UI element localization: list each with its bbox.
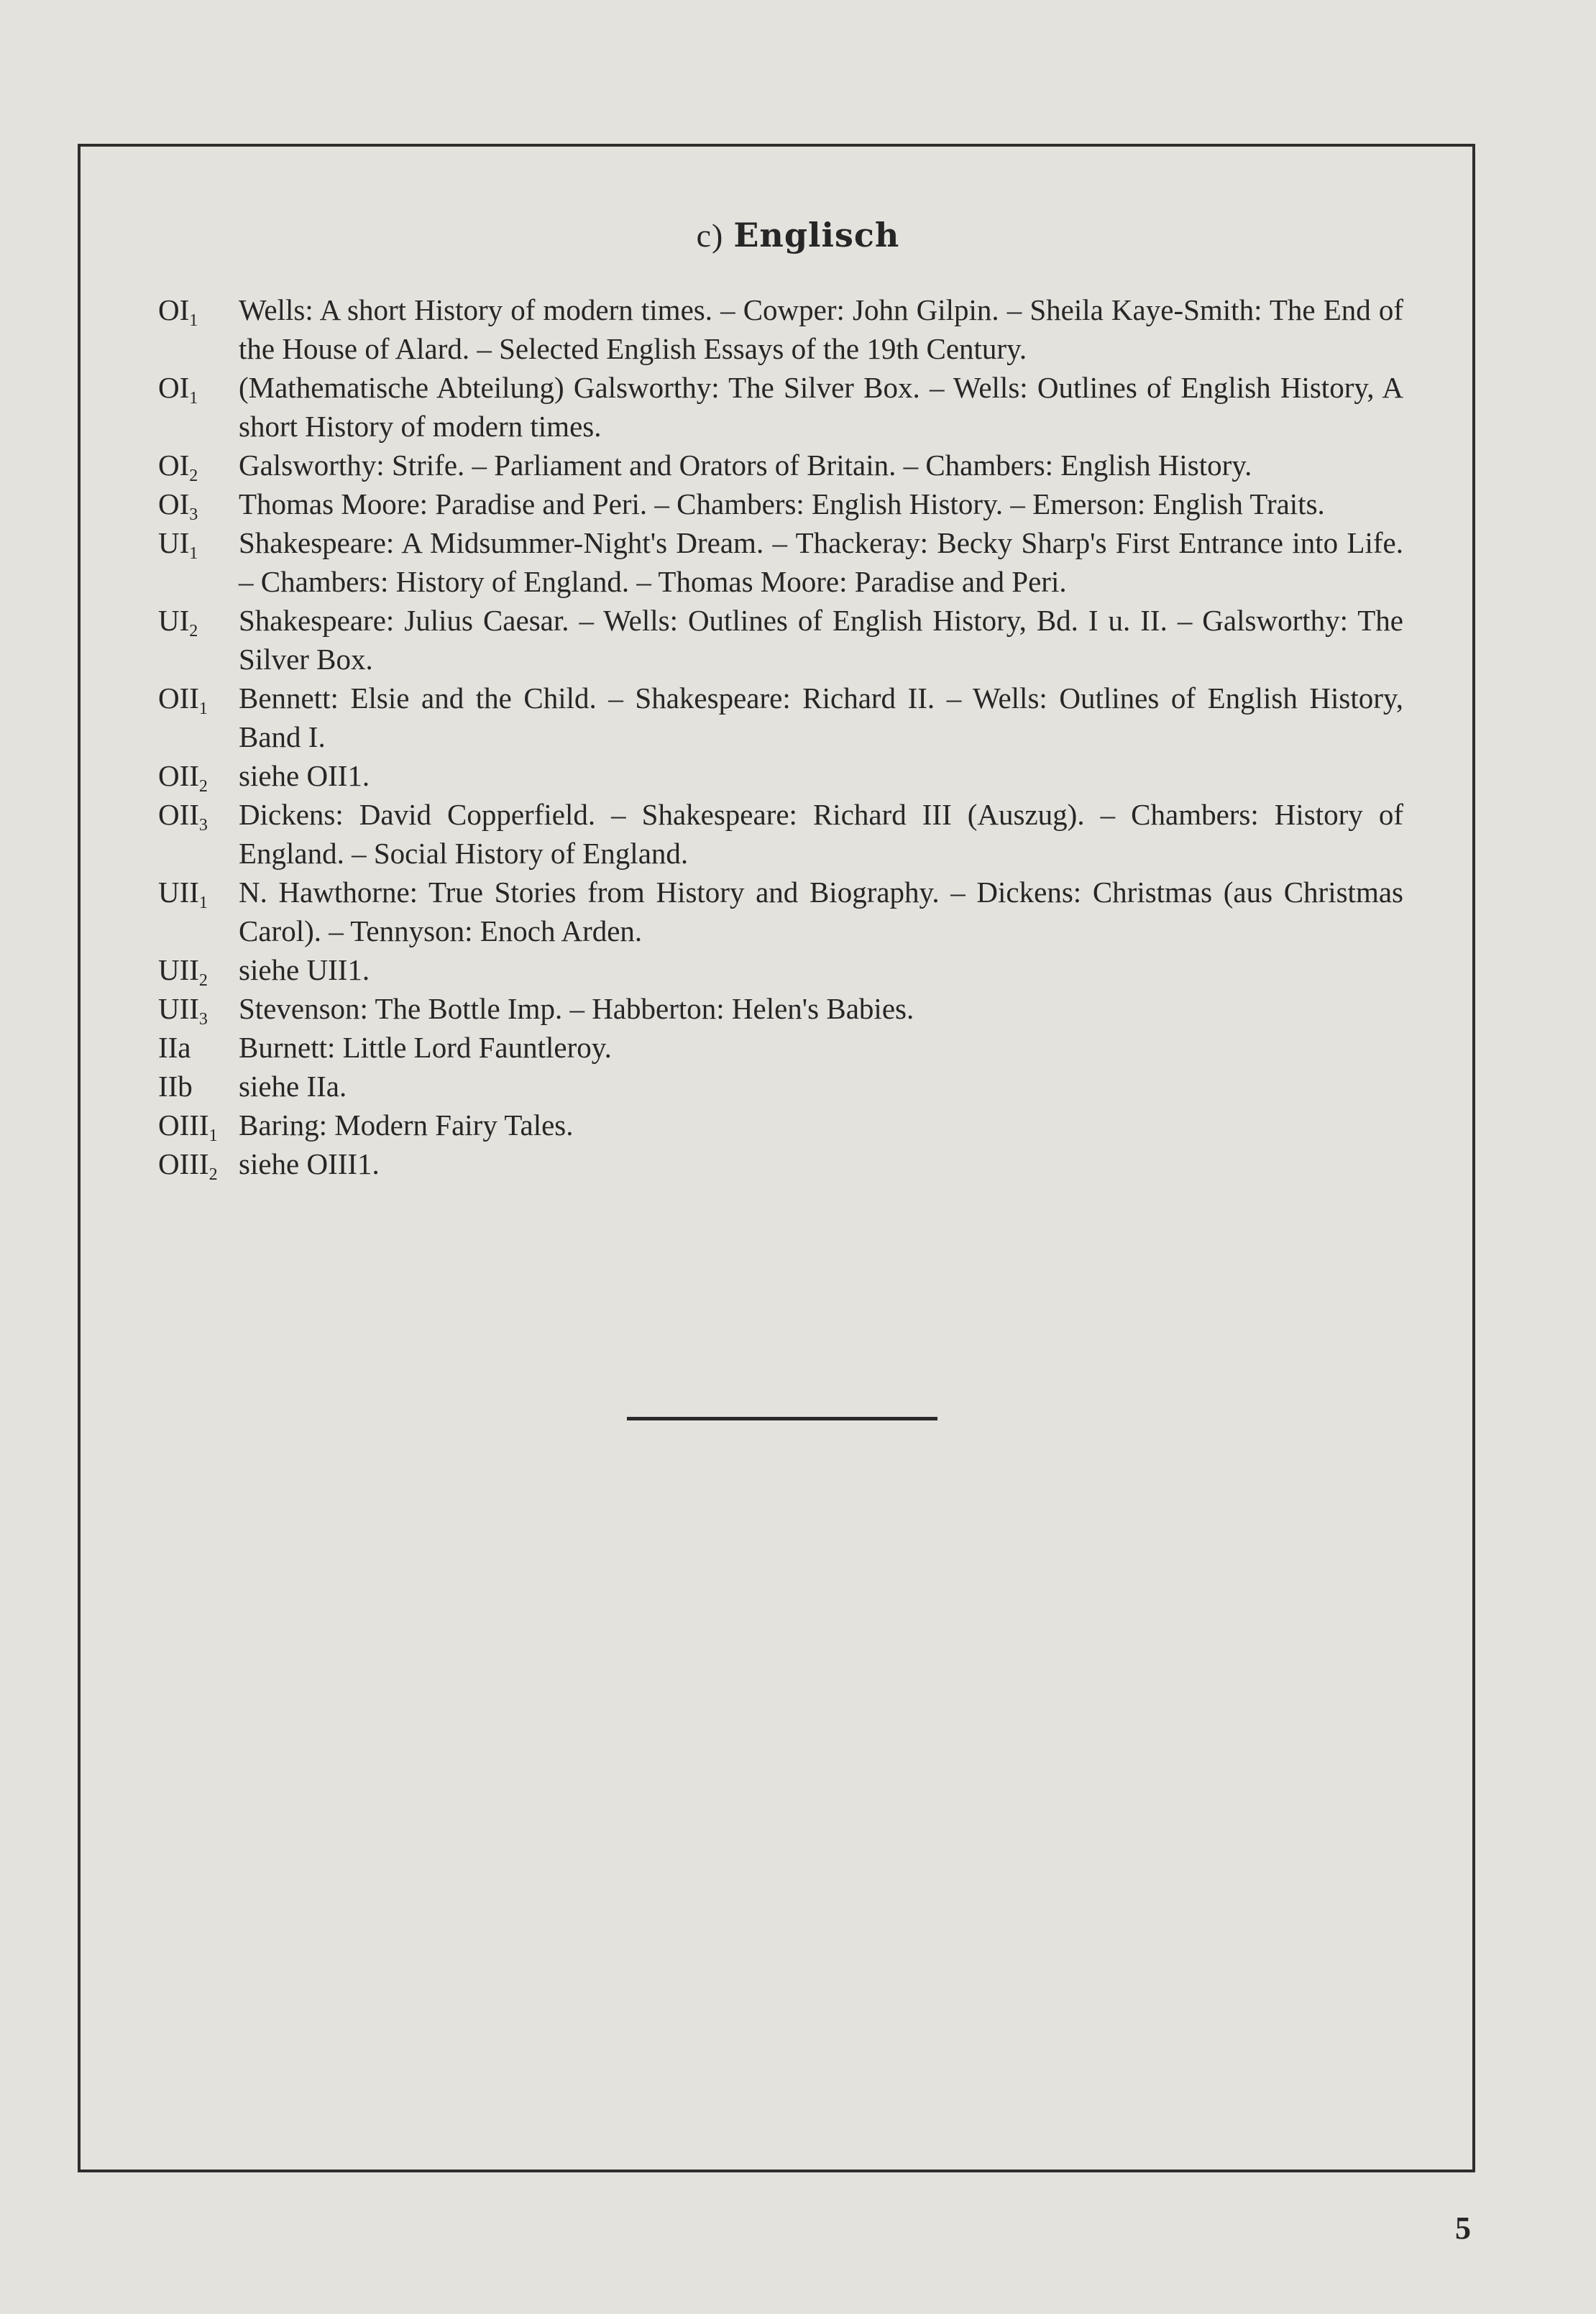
class-label: $OI_1$: [158, 371, 198, 408]
page-number: 5: [1455, 2210, 1471, 2246]
list-item: [158, 756, 1403, 795]
reading-text: siehe OIII1.: [239, 1147, 380, 1180]
list-item: [158, 873, 1403, 950]
reading-text: siehe OII1.: [239, 759, 370, 792]
list-item: [158, 679, 1403, 756]
class-label: IIa: [158, 1031, 191, 1064]
class-label: $OI_3$: [158, 487, 198, 524]
list-item: [158, 795, 1403, 873]
reading-text: Galsworthy: Strife. – Parliament and Orators of Britain. – Chambers: English History.: [239, 449, 1252, 482]
class-label: IIb: [158, 1070, 193, 1103]
reading-text: Stevenson: The Bottle Imp. – Habberton: Helen's Babies.: [239, 992, 914, 1025]
reading-text: (Mathematische Abteilung) Galsworthy: The Silver Box. – Wells: Outlines of English History, A short History of modern times.: [239, 371, 1403, 443]
class-label: $UII_1$: [158, 876, 208, 912]
reading-text: Shakespeare: Julius Caesar. – Wells: Outlines of English History, Bd. I u. II. – Galsworthy: The Silver Box.: [239, 604, 1403, 676]
list-item: [158, 1067, 1403, 1106]
reading-list: [158, 290, 1403, 1183]
class-label: $UII_2$: [158, 953, 208, 990]
reading-text: Dickens: David Copperfield. – Shakespeare: Richard III (Auszug). – Chambers: History of England. – Social History of England.: [239, 798, 1403, 870]
section-title: Englisch: [733, 216, 900, 254]
class-label: $OII_2$: [158, 759, 208, 796]
section-marker: c): [696, 217, 724, 254]
class-label: $UI_1$: [158, 526, 198, 563]
divider-rule: [627, 1417, 937, 1420]
class-label: $OII_1$: [158, 681, 208, 718]
reading-text: Shakespeare: A Midsummer-Night's Dream. – Thackeray: Becky Sharp's First Entrance into Life. – Chambers: History of England. – Thomas Moore: Paradise and Peri.: [239, 526, 1403, 598]
list-item: [158, 485, 1403, 523]
list-item: [158, 1106, 1403, 1144]
class-label: $OI_1$: [158, 293, 198, 330]
class-label: $UII_3$: [158, 992, 208, 1029]
list-item: [158, 523, 1403, 601]
list-item: [158, 989, 1403, 1028]
list-item: [158, 368, 1403, 446]
reading-text: Burnett: Little Lord Fauntleroy.: [239, 1031, 612, 1064]
reading-text: Wells: A short History of modern times. – Cowper: John Gilpin. – Sheila Kaye-Smith: The End of the House of Alard. – Selected English Essays of the 19th Century.: [239, 293, 1403, 365]
reading-text: siehe UII1.: [239, 953, 370, 986]
reading-text: siehe IIa.: [239, 1070, 347, 1103]
class-label: $UI_2$: [158, 604, 198, 641]
list-item: [158, 601, 1403, 679]
class-label: $OIII_1$: [158, 1108, 218, 1145]
list-item: [158, 446, 1403, 485]
list-item: [158, 1028, 1403, 1067]
list-item: [158, 950, 1403, 989]
list-item: [158, 290, 1403, 368]
reading-text: Bennett: Elsie and the Child. – Shakespeare: Richard II. – Wells: Outlines of English History, Band I.: [239, 681, 1403, 753]
class-label: $OIII_2$: [158, 1147, 218, 1184]
reading-text: Thomas Moore: Paradise and Peri. – Chambers: English History. – Emerson: English Traits.: [239, 487, 1325, 520]
reading-text: N. Hawthorne: True Stories from History and Biography. – Dickens: Christmas (aus Christmas Carol). – Tennyson: Enoch Arden.: [239, 876, 1403, 947]
reading-text: Baring: Modern Fairy Tales.: [239, 1108, 574, 1142]
list-item: [158, 1144, 1403, 1183]
class-label: $OI_2$: [158, 449, 198, 485]
section-heading: [0, 216, 1596, 254]
class-label: $OII_3$: [158, 798, 208, 835]
